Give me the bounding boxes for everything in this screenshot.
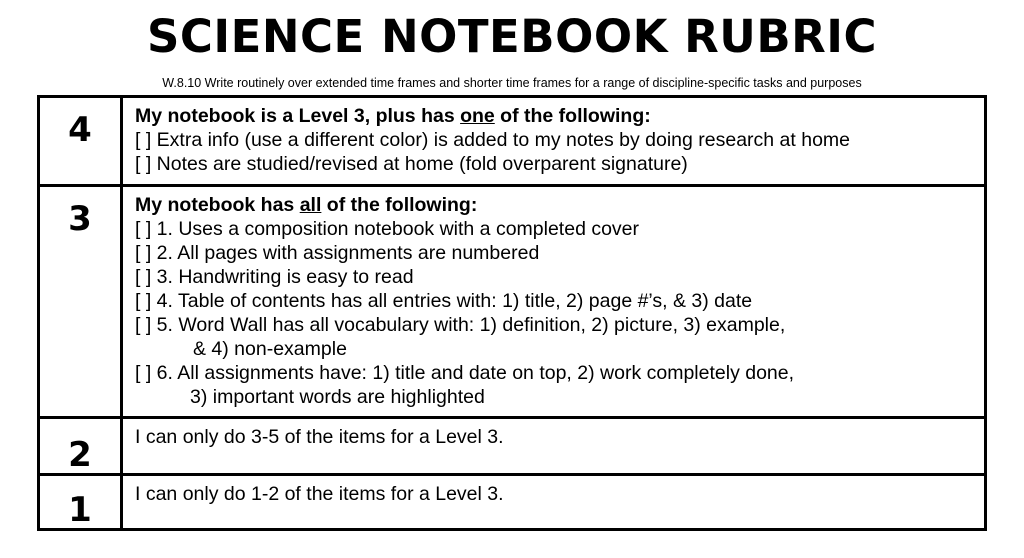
- level-score: 1: [40, 476, 123, 528]
- heading-text: My notebook has: [135, 194, 300, 216]
- checklist-item: [ ] 4. Table of contents has all entries with: 1) title, 2) page #’s, & 3) date: [135, 290, 753, 312]
- heading-text: My notebook is a Level 3, plus has: [135, 105, 461, 127]
- checklist-item-continuation: & 4) non-example: [193, 338, 347, 360]
- rubric-row-level-3: [40, 187, 984, 419]
- level-description: [135, 104, 974, 176]
- level-score: 3: [40, 187, 123, 416]
- rubric-row-level-4: [40, 98, 984, 187]
- checklist-item-continuation: 3) important words are highlighted: [190, 386, 485, 408]
- heading-emphasis: one: [460, 105, 495, 127]
- rubric-table: [37, 95, 987, 531]
- checklist-item: [ ] 1. Uses a composition notebook with a completed cover: [135, 218, 640, 240]
- heading-text: of the following:: [494, 105, 651, 127]
- page-title: SCIENCE NOTEBOOK RUBRIC: [146, 10, 878, 63]
- checklist-item: [ ] 6. All assignments have: 1) title and date on top, 2) work completely done,: [135, 362, 795, 384]
- level-heading: [135, 104, 974, 128]
- heading-emphasis: all: [299, 194, 322, 216]
- checklist-item: [ ] 5. Word Wall has all vocabulary with: 1) definition, 2) picture, 3) example,: [135, 314, 786, 336]
- level-score: 4: [40, 98, 123, 184]
- level-score: 2: [40, 419, 123, 473]
- level-description: I can only do 3-5 of the items for a Level 3.: [135, 426, 504, 448]
- checklist-item: [ ] Extra info (use a different color) is added to my notes by doing research at home: [135, 129, 851, 151]
- checklist-item: [ ] 2. All pages with assignments are numbered: [135, 242, 540, 264]
- level-heading: [135, 193, 974, 217]
- checklist-item: [ ] 3. Handwriting is easy to read: [135, 266, 414, 288]
- level-description: I can only do 1-2 of the items for a Level 3.: [135, 483, 504, 505]
- rubric-row-level-1: [40, 476, 984, 528]
- checklist-item: [ ] Notes are studied/revised at home (fold overparent signature): [135, 153, 688, 175]
- heading-text: of the following:: [321, 194, 478, 216]
- standard-text: W.8.10 Write routinely over extended time frames and shorter time frames for a range of discipline-specific tasks and purposes: [162, 76, 862, 90]
- level-description: [135, 193, 974, 409]
- rubric-row-level-2: [40, 419, 984, 476]
